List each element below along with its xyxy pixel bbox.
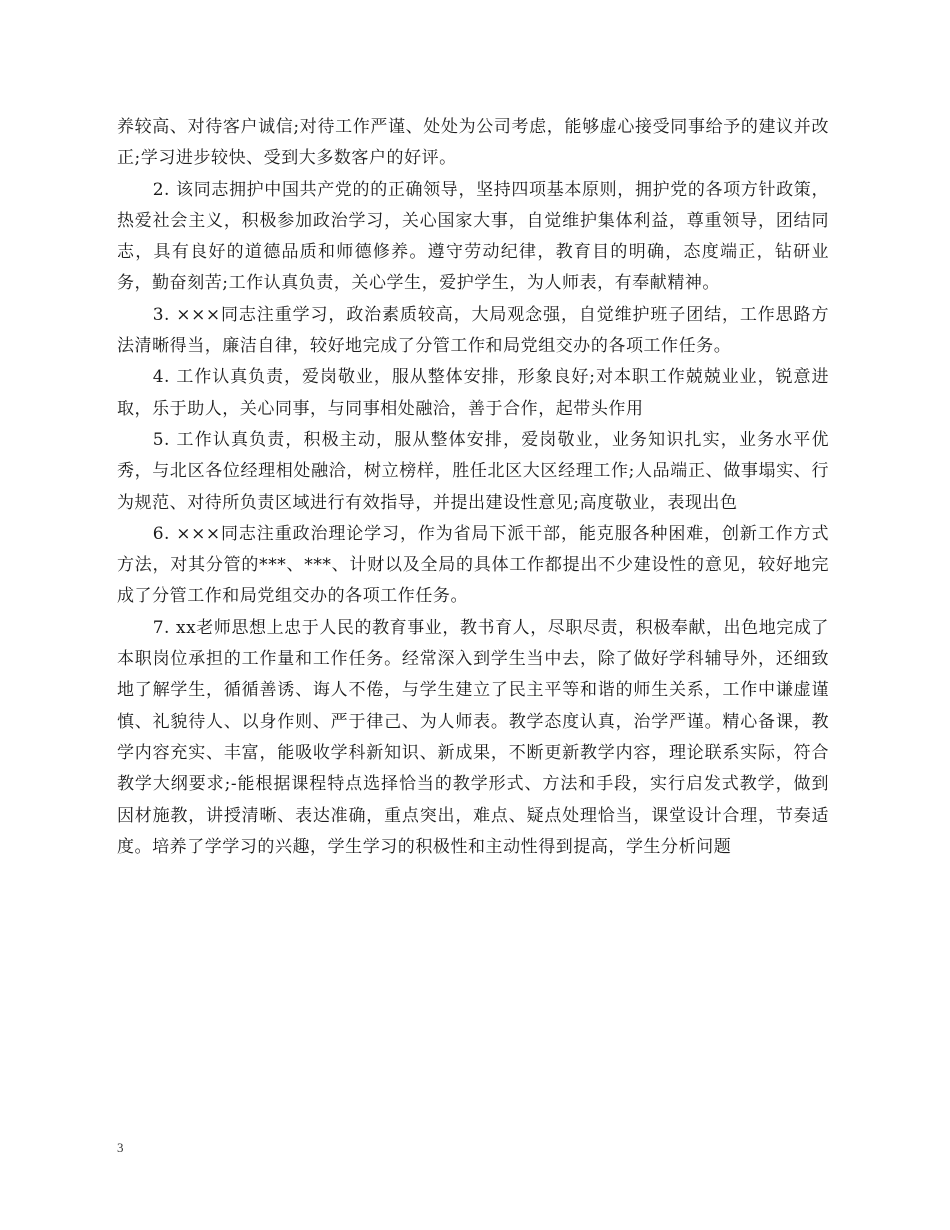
paragraph-continuation: 养较高、对待客户诚信;对待工作严谨、处处为公司考虑，能够虚心接受同事给予的建议并改正;学习进步较快、受到大多数客户的好评。 bbox=[117, 117, 829, 169]
document-body bbox=[117, 112, 829, 863]
paragraph-item-6: 6. ×××同志注重政治理论学习，作为省局下派干部，能克服各种困难，创新工作方式方法，对其分管的***、***、计财以及全局的具体工作都提出不少建设性的意见，较好地完成了分管工作和局党组交办的各项工作任务。 bbox=[117, 523, 829, 607]
paragraph-item-5: 5. 工作认真负责，积极主动，服从整体安排，爱岗敬业，业务知识扎实，业务水平优秀，与北区各位经理相处融洽，树立榜样，胜任北区大区经理工作;人品端正、做事塌实、行为规范、对待所负责区域进行有效指导，并提出建设性意见;高度敬业，表现出色 bbox=[117, 429, 829, 513]
page-number: 3 bbox=[117, 1140, 124, 1155]
paragraph-item-7: 7. xx老师思想上忠于人民的教育事业，教书育人，尽职尽责，积极奉献，出色地完成了本职岗位承担的工作量和工作任务。经常深入到学生当中去，除了做好学科辅导外，还细致地了解学生，循循善诱、诲人不倦，与学生建立了民主平等和谐的师生关系，工作中谦虚谨慎、礼貌待人、以身作则、严于律己、为人师表。教学态度认真，治学严谨。精心备课，教学内容充实、丰富，能吸收学科新知识、新成果，不断更新教学内容，理论联系实际，符合教学大纲要求;-能根据课程特点选择恰当的教学形式、方法和手段，实行启发式教学，做到因材施教，讲授清晰、表达准确，重点突出，难点、疑点处理恰当，课堂设计合理，节奏适度。培养了学学习的兴趣，学生学习的积极性和主动性得到提高，学生分析问题 bbox=[117, 617, 829, 857]
paragraph-item-4: 4. 工作认真负责，爱岗敬业，服从整体安排，形象良好;对本职工作兢兢业业，锐意进取，乐于助人，关心同事，与同事相处融洽，善于合作，起带头作用 bbox=[117, 367, 829, 419]
paragraph-item-2: 2. 该同志拥护中国共产党的的正确领导，坚持四项基本原则，拥护党的各项方针政策，热爱社会主义，积极参加政治学习，关心国家大事，自觉维护集体利益，尊重领导，团结同志，具有良好的道德品质和师德修养。遵守劳动纪律，教育目的明确，态度端正，钻研业务，勤奋刻苦;工作认真负责，关心学生，爱护学生，为人师表，有奉献精神。 bbox=[117, 179, 829, 294]
paragraph-item-3: 3. ×××同志注重学习，政治素质较高，大局观念强，自觉维护班子团结，工作思路方法清晰得当，廉洁自律，较好地完成了分管工作和局党组交办的各项工作任务。 bbox=[117, 304, 829, 357]
